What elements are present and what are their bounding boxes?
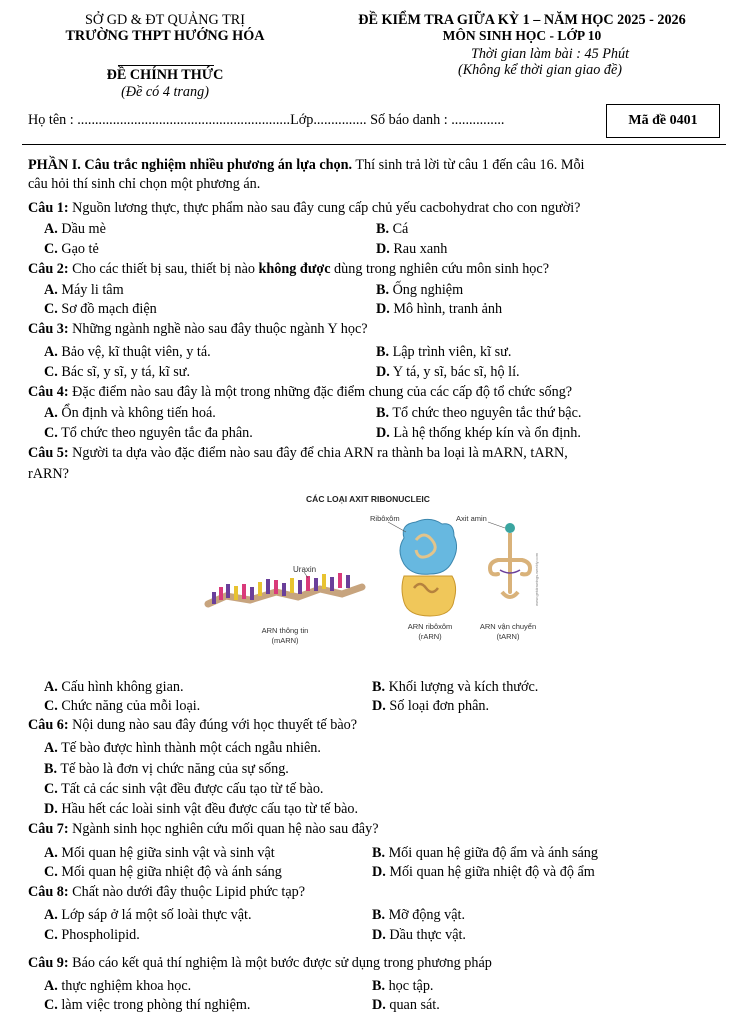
q5-option-b: B. Khối lượng và kích thước. (372, 679, 539, 695)
official-label: ĐỀ CHÍNH THỨC (106, 67, 224, 83)
q4-option-a: A. Ổn định và không tiến hoá. (44, 405, 216, 421)
q9-option-b: B. học tập. (372, 978, 434, 994)
student-info-line: Họ tên : ............................................................Lớp............... Số báo danh : ............... (28, 112, 505, 128)
department-name: SỞ GD & ĐT QUẢNG TRỊ (85, 12, 245, 28)
q7-option-a: A. Mối quan hệ giữa sinh vật và sinh vật (44, 845, 275, 861)
mrna-label: ARN thông tin (261, 626, 309, 635)
rrna-abbrev: (rARN) (418, 632, 442, 641)
q9-option-c: C. làm việc trong phòng thí nghiệm. (44, 997, 251, 1013)
q2-option-d: D. Mô hình, tranh ảnh (376, 301, 503, 317)
q3-option-b: B. Lập trình viên, kĩ sư. (376, 344, 512, 360)
q9-option-a: A. thực nghiệm khoa học. (44, 978, 192, 994)
q2-option-a: A. Máy li tâm (44, 282, 124, 298)
amino-acid-label: Axit amin (456, 514, 487, 523)
q6-option-c: C. Tất cả các sinh vật đều được cấu tạo từ tế bào. (44, 781, 324, 797)
q9-option-d: D. quan sát. (372, 997, 440, 1013)
q3-option-c: C. Bác sĩ, y sĩ, y tá, kĩ sư. (44, 364, 191, 380)
q7-option-d: D. Mối quan hệ giữa nhiệt độ và độ ẩm (372, 864, 595, 880)
section-instruction-2: câu hỏi thí sinh chỉ chọn một phương án. (28, 176, 261, 192)
q3-option-a: A. Bảo vệ, kĩ thuật viên, y tá. (44, 344, 211, 360)
q7-option-b: B. Mối quan hệ giữa độ ẩm và ánh sáng (372, 845, 598, 861)
question-label: Câu 1: (28, 200, 69, 216)
q6-option-d: D. Hầu hết các loài sinh vật đều được cấu tạo từ tế bào. (44, 801, 359, 817)
q1-option-b: B. Cá (376, 221, 409, 237)
q5-option-a: A. Cấu hình không gian. (44, 679, 184, 695)
exam-note: (Không kể thời gian giao đề) (457, 62, 622, 78)
q8-option-c: C. Phospholipid. (44, 927, 140, 943)
exam-time: Thời gian làm bài : 45 Phút (470, 46, 630, 62)
ribosome-label: Ribôxôm (370, 514, 400, 523)
uracil-label: Uraxin (293, 565, 317, 574)
school-name: TRƯỜNG THPT HƯỚNG HÓA (65, 28, 265, 44)
question-5-continued: rARN? (28, 466, 69, 482)
figure-title: CÁC LOẠI AXIT RIBONUCLEIC (306, 494, 430, 504)
q3-option-d: D. Y tá, y sĩ, bác sĩ, hộ lí. (376, 364, 520, 380)
question-1 (28, 200, 580, 217)
q1-option-a: A. Dầu mè (44, 221, 106, 237)
question-5: Câu 5: Người ta dựa vào đặc điểm nào sau đây để chia ARN ra thành ba loại là mARN, tARN, (28, 445, 568, 461)
section-instruction-1: Thí sinh trả lời từ câu 1 đến câu 16. Mỗi (352, 157, 585, 173)
question-3: Câu 3: Những ngành nghề nào sau đây thuộc ngành Y học? (28, 321, 368, 337)
q4-option-b: B. Tổ chức theo nguyên tắc thứ bậc. (376, 405, 582, 421)
subject-title: MÔN SINH HỌC - LỚP 10 (442, 28, 602, 43)
rrna-label: ARN ribôxôm (407, 622, 453, 631)
q8-option-b: B. Mỡ động vật. (372, 907, 466, 923)
q1-option-d: D. Rau xanh (376, 241, 448, 257)
header-bottom-rule (22, 144, 726, 145)
q6-option-b: B. Tế bào là đơn vị chức năng của sự sống. (44, 761, 289, 777)
q2-option-b: B. Ống nghiệm (376, 282, 464, 298)
exam-title: ĐỀ KIỂM TRA GIỮA KỲ 1 – NĂM HỌC 2025 - 2026 (358, 12, 686, 28)
exam-code-box: Mã đề 0401 (606, 104, 720, 138)
mrna-illustration (208, 572, 362, 604)
trna-label: ARN vận chuyển (479, 622, 537, 631)
question-2: Câu 2: Cho các thiết bị sau, thiết bị nào không được dùng trong nghiên cứu môn sinh học? (28, 261, 549, 277)
q6-option-a: A. Tế bào được hình thành một cách ngẫu nhiên. (44, 740, 321, 756)
q4-option-c: C. Tổ chức theo nguyên tắc đa phân. (44, 425, 253, 441)
section-instructions (28, 157, 585, 174)
question-7: Câu 7: Ngành sinh học nghiên cứu mối quan hệ nào sau đây? (28, 821, 379, 837)
q5-option-c: C. Chức năng của mỗi loại. (44, 698, 201, 714)
q5-option-d: D. Số loại đơn phân. (372, 698, 490, 714)
question-text: Nguồn lương thực, thực phẩm nào sau đây cung cấp chủ yếu cacbohydrat cho con người? (68, 200, 581, 216)
question-9: Câu 9: Báo cáo kết quả thí nghiệm là một bước được sử dụng trong phương pháp (28, 955, 492, 971)
ribosome-illustration (388, 519, 457, 616)
question-4: Câu 4: Đặc điểm nào sau đây là một trong những đặc điểm chung của các cấp độ tổ chức sống? (28, 384, 573, 400)
q4-option-d: D. Là hệ thống khép kín và ổn định. (376, 425, 581, 441)
question-8: Câu 8: Chất nào dưới đây thuộc Lipid phức tạp? (28, 884, 306, 900)
q1-option-c: C. Gạo tẻ (44, 241, 99, 257)
question-6: Câu 6: Nội dung nào sau đây đúng với học thuyết tế bào? (28, 717, 358, 733)
page-count: (Đề có 4 trang) (121, 84, 209, 100)
trna-illustration (488, 522, 530, 597)
figure-watermark: www.getdrawings.weebly.com (534, 552, 539, 606)
q8-option-a: A. Lớp sáp ở lá một số loài thực vật. (44, 907, 252, 923)
q7-option-c: C. Mối quan hệ giữa nhiệt độ và ánh sáng (44, 864, 282, 880)
q8-option-d: D. Dầu thực vật. (372, 927, 466, 943)
rna-types-figure (190, 488, 560, 658)
section-title: PHẦN I. Câu trắc nghiệm nhiều phương án lựa chọn. (28, 157, 353, 173)
q2-option-c: C. Sơ đồ mạch điện (44, 301, 157, 317)
trna-abbrev: (tARN) (496, 632, 520, 641)
header-divider (118, 65, 214, 66)
mrna-abbrev: (mARN) (271, 636, 299, 645)
